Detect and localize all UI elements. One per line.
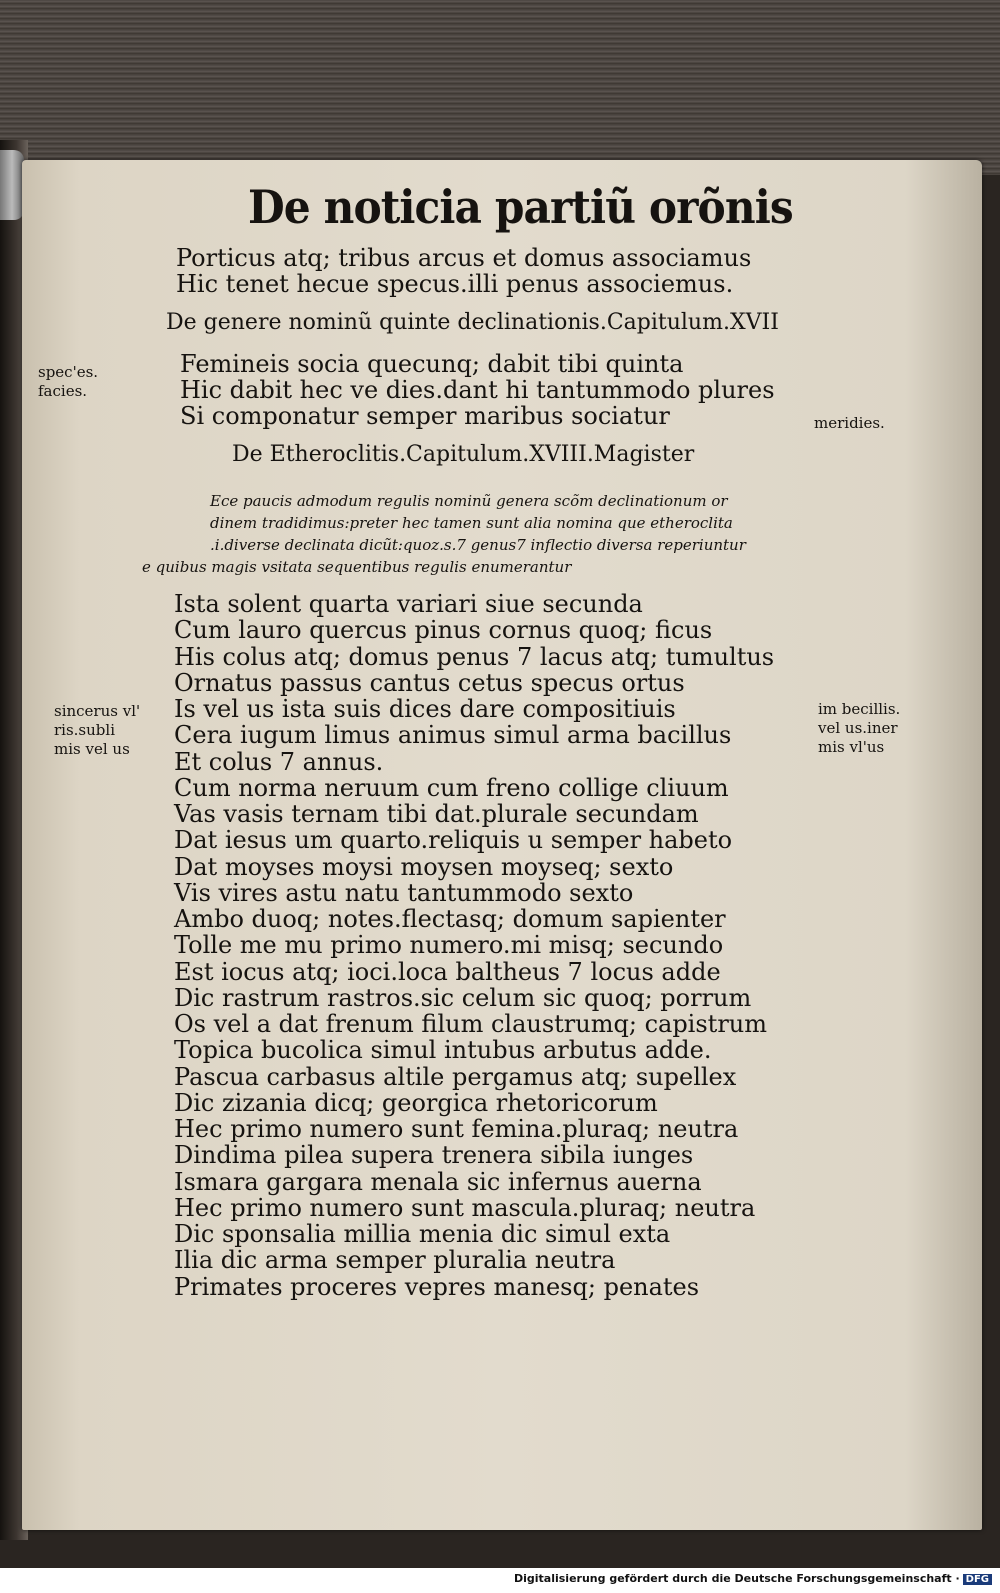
prose-line: .i.diverse declinata dicũt:quoz.s.7 genus7 inflectio diversa reperiuntur — [210, 536, 746, 554]
verse-line: Si componatur semper maribus sociatur — [180, 402, 670, 430]
chapter-title: De genere nominũ quinte declinationis.Capitulum.XVII — [166, 310, 779, 335]
verse-line: Ambo duoq; notes.flectasq; domum sapienter — [174, 905, 726, 933]
verse-line: Dat iesus um quarto.reliquis u semper habeto — [174, 826, 733, 854]
verse-line: Ista solent quarta variari siue secunda — [174, 590, 643, 618]
book-clasp — [0, 150, 24, 220]
verse-line: Ilia dic arma semper pluralia neutra — [174, 1246, 616, 1274]
verse-line: His colus atq; domus penus 7 lacus atq; tumultus — [174, 643, 775, 671]
verse-line: Et colus 7 annus. — [174, 748, 384, 776]
verse-line: Hec primo numero sunt femina.pluraq; neutra — [174, 1115, 739, 1143]
verse-line: Est iocus atq; ioci.loca baltheus 7 locus adde — [174, 958, 721, 986]
chapter-title: De Etheroclitis.Capitulum.XVIII.Magister — [232, 442, 695, 467]
verse-line: Hec primo numero sunt mascula.pluraq; neutra — [174, 1194, 756, 1222]
margin-note-right: meridies. — [814, 414, 885, 432]
page-edges — [0, 0, 1000, 175]
verse-line: Primates proceres vepres manesq; penates — [174, 1273, 700, 1301]
verse-line: Vis vires astu natu tantummodo sexto — [174, 879, 634, 907]
verse-line: Dat moyses moysi moysen moyseq; sexto — [174, 853, 674, 881]
verse-line: Cera iugum limus animus simul arma bacillus — [174, 721, 732, 749]
verse-line: Hic dabit hec ve dies.dant hi tantummodo plures — [180, 376, 775, 404]
verse-line: Dic sponsalia millia menia dic simul exta — [174, 1220, 671, 1248]
verse-line: Ismara gargara menala sic infernus auerna — [174, 1168, 702, 1196]
verse-line: Cum lauro quercus pinus cornus quoq; ficus — [174, 616, 713, 644]
verse-line: Vas vasis ternam tibi dat.plurale secundam — [174, 800, 699, 828]
footer-text: Digitalisierung gefördert durch die Deutsche Forschungsgemeinschaft · — [513, 1572, 960, 1585]
verse-line: Os vel a dat frenum filum claustrumq; capistrum — [174, 1010, 768, 1038]
verse-line: Tolle me mu primo numero.mi misq; secundo — [174, 931, 724, 959]
verse-line: Topica bucolica simul intubus arbutus adde. — [174, 1036, 712, 1064]
verse-line: Pascua carbasus altile pergamus atq; supellex — [174, 1063, 737, 1091]
verse-line: Hic tenet hecue specus.illi penus associemus. — [176, 270, 734, 298]
verse-line: Cum norma neruum cum freno collige cliuum — [174, 774, 729, 802]
margin-note-left: spec'es. facies. — [38, 363, 99, 400]
verse-line: Is vel us ista suis dices dare compositiuis — [174, 695, 676, 723]
page-heading: De noticia partiũ orõnis — [248, 180, 793, 234]
verse-line: Dindima pilea supera trenera sibila iunges — [174, 1141, 694, 1169]
verse-line: Porticus atq; tribus arcus et domus associamus — [176, 244, 752, 272]
verse-line: Femineis socia quecunq; dabit tibi quinta — [180, 350, 684, 378]
prose-line: e quibus magis vsitata sequentibus regulis enumerantur — [142, 558, 572, 576]
prose-line: Ece paucis admodum regulis nominũ genera scõm declinationum or — [210, 492, 728, 510]
margin-note-right: im becillis. vel us.iner mis vl'us — [818, 700, 901, 756]
margin-note-left: sincerus vl' ris.subli mis vel us — [54, 702, 141, 758]
footer-credit — [514, 1572, 992, 1585]
verse-line: Ornatus passus cantus cetus specus ortus — [174, 669, 685, 697]
verse-line: Dic zizania dicq; georgica rhetoricorum — [174, 1089, 658, 1117]
prose-line: dinem tradidimus:preter hec tamen sunt alia nomina que etheroclita — [210, 514, 733, 532]
dfg-logo: DFG — [963, 1574, 992, 1585]
verse-line: Dic rastrum rastros.sic celum sic quoq; porrum — [174, 984, 752, 1012]
